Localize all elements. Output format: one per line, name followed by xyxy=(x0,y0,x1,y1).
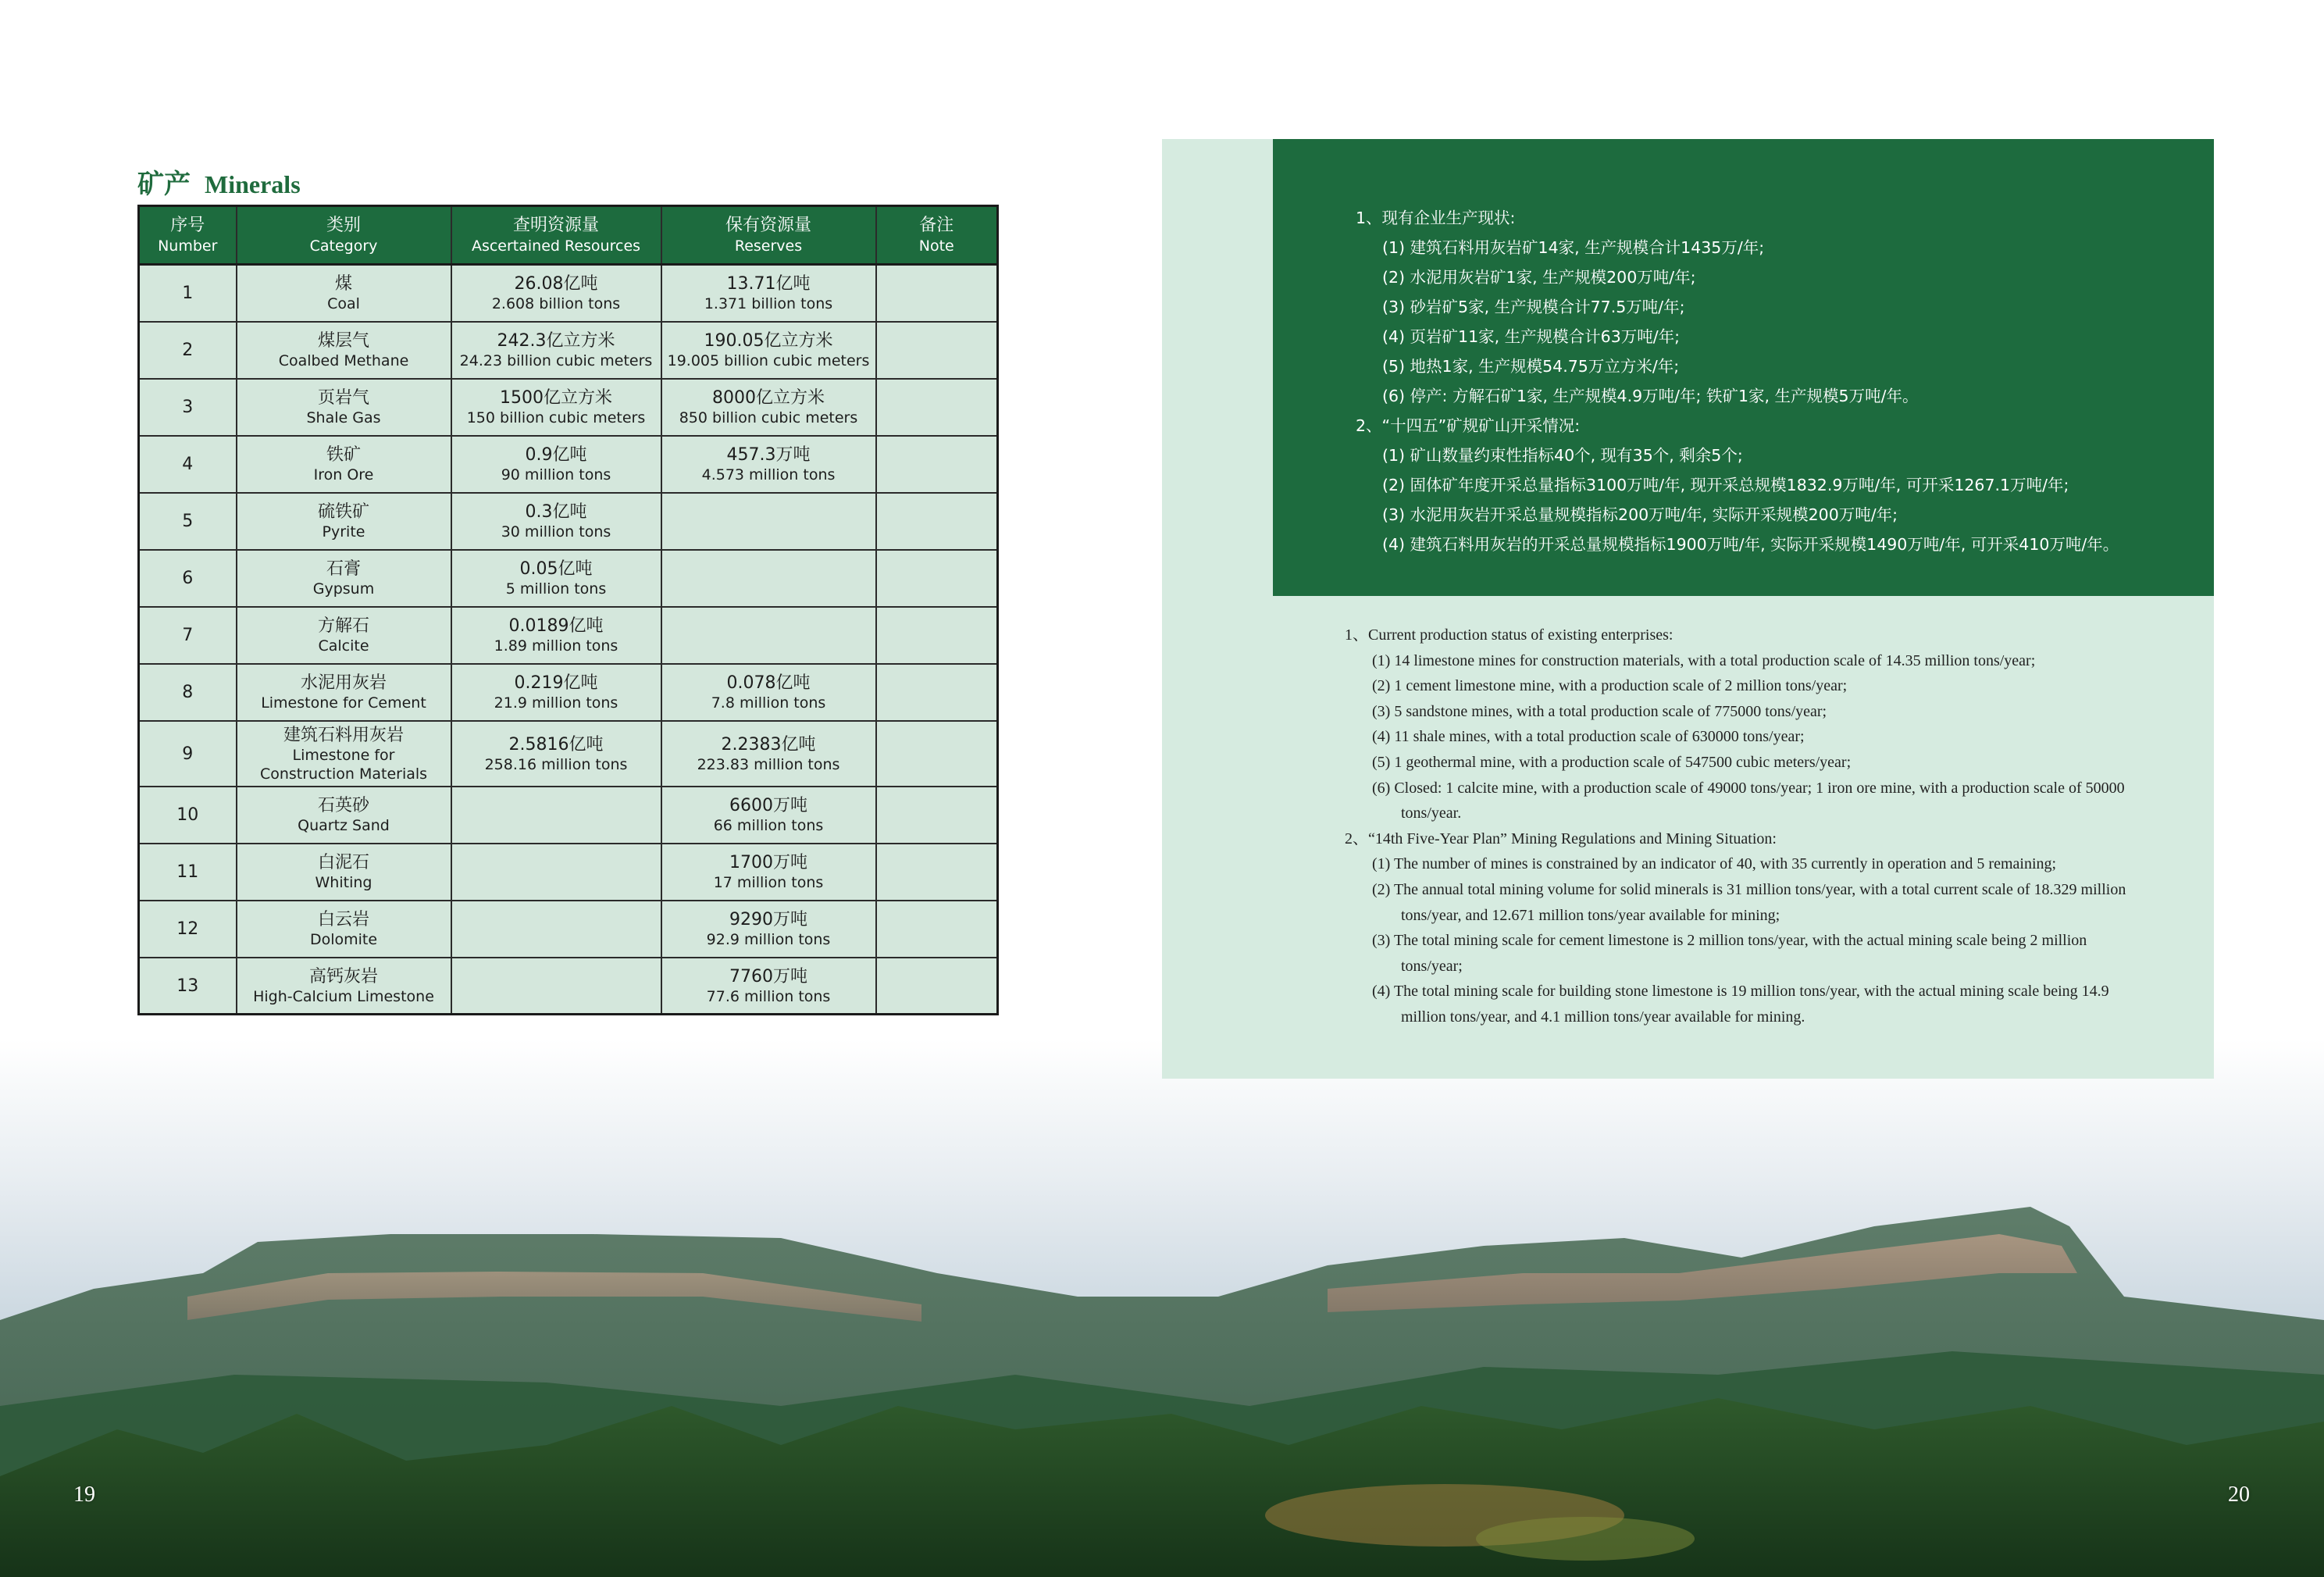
table-row xyxy=(139,493,998,550)
cell-ascertained: 0.0189亿吨 1.89 million tons xyxy=(451,607,661,664)
cell-ascertained: 0.9亿吨 90 million tons xyxy=(451,436,661,493)
table-row xyxy=(139,664,998,721)
cell-reserves xyxy=(661,550,876,607)
header-number: 序号 Number xyxy=(139,206,237,265)
cell-number: 7 xyxy=(139,607,237,664)
en-item: (5) 1 geothermal mine, with a production scale of 547500 cubic meters/year; xyxy=(1372,753,1852,771)
cell-category: 铁矿 Iron Ore xyxy=(237,436,451,493)
header-reserves: 保有资源量 Reserves xyxy=(661,206,876,265)
cell-category: 高钙灰岩 High-Calcium Limestone xyxy=(237,958,451,1015)
cell-note xyxy=(876,901,998,958)
cell-ascertained: 242.3亿立方米 24.23 billion cubic meters xyxy=(451,322,661,379)
cell-note xyxy=(876,721,998,787)
en-item: (4) 11 shale mines, with a total production scale of 630000 tons/year; xyxy=(1372,728,1805,746)
minerals-heading-zh: 矿产 xyxy=(137,169,191,200)
cell-ascertained xyxy=(451,787,661,844)
table-row xyxy=(139,550,998,607)
table-header-row xyxy=(139,206,998,265)
cell-reserves: 9290万吨 92.9 million tons xyxy=(661,901,876,958)
cell-ascertained xyxy=(451,844,661,901)
zh-heading-1: 1、现有企业生产现状: xyxy=(1356,209,1516,227)
zh-item: (5) 地热1家, 生产规模54.75万立方米/年; xyxy=(1382,357,1680,376)
cell-reserves: 2.2383亿吨 223.83 million tons xyxy=(661,721,876,787)
cell-note xyxy=(876,958,998,1015)
cell-category: 建筑石料用灰岩 Limestone for Construction Materials xyxy=(237,721,451,787)
cell-note xyxy=(876,664,998,721)
cell-number: 8 xyxy=(139,664,237,721)
cell-category: 石膏 Gypsum xyxy=(237,550,451,607)
zh-item: (1) 建筑石料用灰岩矿14家, 生产规模合计1435万/年; xyxy=(1382,238,1765,257)
cell-ascertained: 0.3亿吨 30 million tons xyxy=(451,493,661,550)
en-item: (2) 1 cement limestone mine, with a production scale of 2 million tons/year; xyxy=(1372,677,1848,695)
cell-note xyxy=(876,787,998,844)
cell-note xyxy=(876,436,998,493)
header-ascertained: 查明资源量 Ascertained Resources xyxy=(451,206,661,265)
cell-category: 煤层气 Coalbed Methane xyxy=(237,322,451,379)
header-category: 类别 Category xyxy=(237,206,451,265)
table-row xyxy=(139,379,998,436)
cell-reserves: 457.3万吨 4.573 million tons xyxy=(661,436,876,493)
cell-number: 2 xyxy=(139,322,237,379)
cell-number: 12 xyxy=(139,901,237,958)
cell-category: 页岩气 Shale Gas xyxy=(237,379,451,436)
cell-number: 6 xyxy=(139,550,237,607)
zh-item: (2) 水泥用灰岩矿1家, 生产规模200万吨/年; xyxy=(1382,268,1696,287)
cell-note xyxy=(876,379,998,436)
cell-note xyxy=(876,322,998,379)
zh-heading-2: 2、“十四五”矿规矿山开采情况: xyxy=(1356,416,1581,435)
cell-reserves: 190.05亿立方米 19.005 billion cubic meters xyxy=(661,322,876,379)
en-item: (3) 5 sandstone mines, with a total production scale of 775000 tons/year; xyxy=(1372,702,1827,720)
table-row xyxy=(139,436,998,493)
minerals-heading xyxy=(137,162,301,203)
cell-note xyxy=(876,607,998,664)
cell-ascertained: 1500亿立方米 150 billion cubic meters xyxy=(451,379,661,436)
cell-number: 5 xyxy=(139,493,237,550)
table-row xyxy=(139,265,998,323)
en-heading-2: 2、“14th Five-Year Plan” Mining Regulations and Mining Situation: xyxy=(1345,830,1777,847)
english-status-text xyxy=(1345,623,2133,1030)
en-item: (6) Closed: 1 calcite mine, with a production scale of 49000 tons/year; 1 iron ore mine, with a production scale of 50000 tons/year. xyxy=(1372,779,2125,822)
cell-reserves: 0.078亿吨 7.8 million tons xyxy=(661,664,876,721)
table-row xyxy=(139,787,998,844)
cell-reserves: 7760万吨 77.6 million tons xyxy=(661,958,876,1015)
cell-note xyxy=(876,493,998,550)
cell-number: 11 xyxy=(139,844,237,901)
cell-category: 石英砂 Quartz Sand xyxy=(237,787,451,844)
cell-note xyxy=(876,265,998,323)
zh-item: (6) 停产: 方解石矿1家, 生产规模4.9万吨/年; 铁矿1家, 生产规模5万吨/年。 xyxy=(1382,387,1919,405)
en-item: (4) The total mining scale for building stone limestone is 19 million tons/year, with the actual mining scale being 14.9 million tons/year, and 4.1 million tons/year available for mining. xyxy=(1372,983,2109,1026)
en-item: (3) The total mining scale for cement limestone is 2 million tons/year, with the actual mining scale being 2 million tons/year; xyxy=(1372,932,2087,975)
cell-category: 方解石 Calcite xyxy=(237,607,451,664)
table-row xyxy=(139,721,998,787)
cell-category: 硫铁矿 Pyrite xyxy=(237,493,451,550)
cell-number: 13 xyxy=(139,958,237,1015)
minerals-table xyxy=(137,205,999,1015)
zh-item: (4) 建筑石料用灰岩的开采总量规模指标1900万吨/年, 实际开采规模1490万吨/年, 可开采410万吨/年。 xyxy=(1382,535,2119,554)
cell-ascertained: 0.219亿吨 21.9 million tons xyxy=(451,664,661,721)
table-row xyxy=(139,607,998,664)
cell-ascertained xyxy=(451,958,661,1015)
en-item: (2) The annual total mining volume for solid minerals is 31 million tons/year, with a total current scale of 18.329 million tons/year, and 12.671 million tons/year available for mining; xyxy=(1372,880,2126,924)
zh-item: (4) 页岩矿11家, 生产规模合计63万吨/年; xyxy=(1382,327,1681,346)
table-row xyxy=(139,901,998,958)
cell-note xyxy=(876,550,998,607)
cell-note xyxy=(876,844,998,901)
minerals-heading-en: Minerals xyxy=(205,170,301,198)
cell-number: 10 xyxy=(139,787,237,844)
cell-ascertained: 0.05亿吨 5 million tons xyxy=(451,550,661,607)
mountain-landscape-photo xyxy=(0,1039,2324,1577)
en-heading-1: 1、Current production status of existing enterprises: xyxy=(1345,626,1673,644)
cell-number: 4 xyxy=(139,436,237,493)
en-item: (1) 14 limestone mines for construction materials, with a total production scale of 14.35 million tons/year; xyxy=(1372,651,2036,669)
cell-reserves xyxy=(661,607,876,664)
cell-reserves xyxy=(661,493,876,550)
cell-category: 煤 Coal xyxy=(237,265,451,323)
cell-reserves: 6600万吨 66 million tons xyxy=(661,787,876,844)
header-note: 备注 Note xyxy=(876,206,998,265)
zh-item: (3) 水泥用灰岩开采总量规模指标200万吨/年, 实际开采规模200万吨/年; xyxy=(1382,505,1898,524)
cell-category: 白云岩 Dolomite xyxy=(237,901,451,958)
page-number-right: 20 xyxy=(2228,1482,2250,1507)
cell-category: 水泥用灰岩 Limestone for Cement xyxy=(237,664,451,721)
cell-ascertained: 26.08亿吨 2.608 billion tons xyxy=(451,265,661,323)
chinese-status-text xyxy=(1356,203,2199,559)
cell-reserves: 8000亿立方米 850 billion cubic meters xyxy=(661,379,876,436)
zh-item: (2) 固体矿年度开采总量指标3100万吨/年, 现开采总规模1832.9万吨/年, 可开采1267.1万吨/年; xyxy=(1382,476,2069,494)
cell-number: 3 xyxy=(139,379,237,436)
cell-reserves: 1700万吨 17 million tons xyxy=(661,844,876,901)
cell-number: 9 xyxy=(139,721,237,787)
zh-item: (3) 砂岩矿5家, 生产规模合计77.5万吨/年; xyxy=(1382,298,1685,316)
cell-category: 白泥石 Whiting xyxy=(237,844,451,901)
cell-ascertained xyxy=(451,901,661,958)
table-row xyxy=(139,844,998,901)
zh-item: (1) 矿山数量约束性指标40个, 现有35个, 剩余5个; xyxy=(1382,446,1743,465)
table-row xyxy=(139,958,998,1015)
cell-number: 1 xyxy=(139,265,237,323)
table-row xyxy=(139,322,998,379)
cell-reserves: 13.71亿吨 1.371 billion tons xyxy=(661,265,876,323)
cell-ascertained: 2.5816亿吨 258.16 million tons xyxy=(451,721,661,787)
page-number-left: 19 xyxy=(73,1482,95,1507)
en-item: (1) The number of mines is constrained by an indicator of 40, with 35 currently in operation and 5 remaining; xyxy=(1372,855,2057,873)
